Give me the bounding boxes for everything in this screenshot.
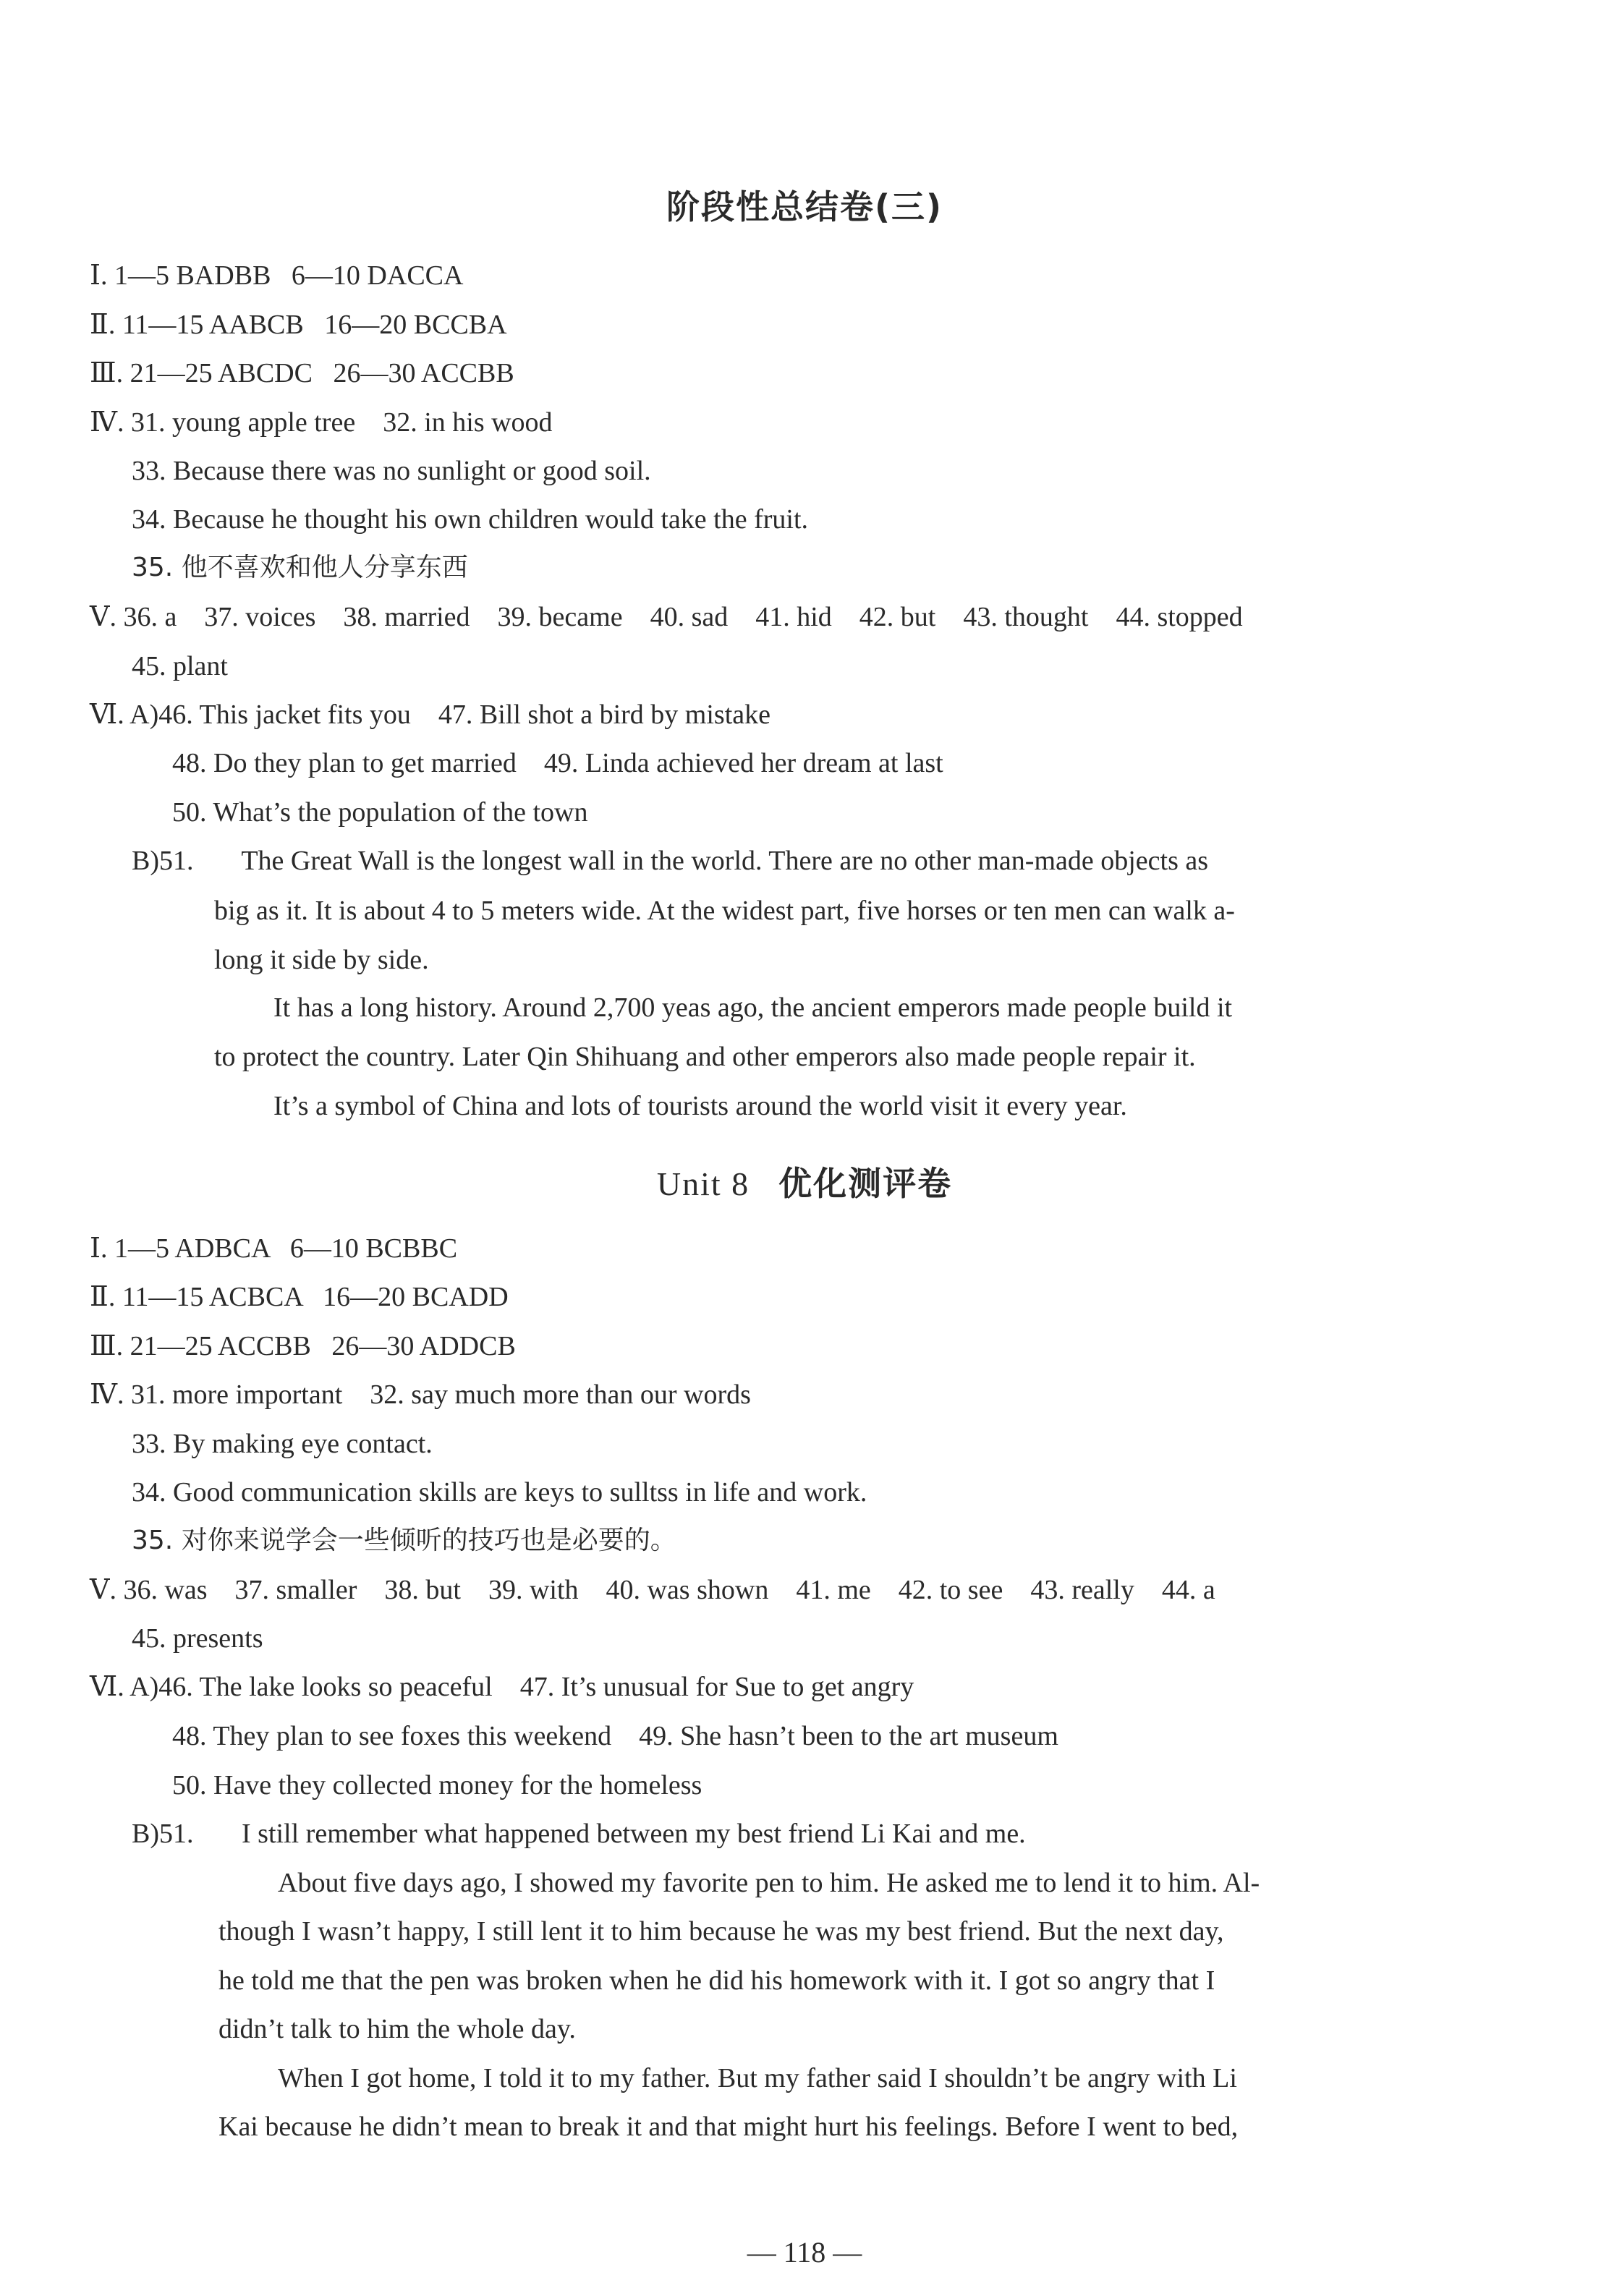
answer-line: Ⅰ. 1—5 ADBCA 6—10 BCBBC (90, 1233, 458, 1264)
essay-line: to protect the country. Later Qin Shihuang and other emperors also made people repair it. (214, 1042, 1196, 1072)
answer-line: 34. Because he thought his own children would take the fruit. (132, 504, 809, 535)
answer-line: 33. Because there was no sunlight or good soil. (132, 456, 651, 486)
answer-line: Ⅳ. 31. young apple tree 32. in his wood (90, 407, 553, 438)
answer-line: Ⅲ. 21—25 ABCDC 26—30 ACCBB (90, 358, 514, 388)
essay-line: big as it. It is about 4 to 5 meters wide. At the widest part, five horses or ten men can walk a- (214, 896, 1235, 926)
answer-line: 48. Do they plan to get married 49. Linda achieved her dream at last (172, 748, 943, 778)
unit-label: Unit 8 (656, 1165, 750, 1202)
page-number: — 118 — (747, 2236, 862, 2269)
essay-line: Kai because he didn’t mean to break it and that might hurt his feelings. Before I went to bed, (218, 2112, 1239, 2142)
answer-line: 35. 他不喜欢和他人分享东西 (132, 553, 468, 582)
answer-line: Ⅲ. 21—25 ACCBB 26—30 ADDCB (90, 1331, 516, 1361)
essay-line: he told me that the pen was broken when he did his homework with it. I got so angry that I (218, 1965, 1215, 1996)
section-title-stage-summary: 阶段性总结卷(三) (666, 187, 943, 226)
answer-line: Ⅱ. 11—15 ACBCA 16—20 BCADD (90, 1282, 509, 1312)
answer-line: 34. Good communication skills are keys to sulltss in life and work. (132, 1477, 867, 1508)
answer-line: 45. presents (132, 1623, 263, 1654)
answer-line: Ⅰ. 1—5 BADBB 6—10 DACCA (90, 260, 464, 291)
answer-line: Ⅱ. 11—15 AABCB 16—20 BCCBA (90, 310, 507, 340)
essay-line: About five days ago, I showed my favorite pen to him. He asked me to lend it to him. Al- (278, 1868, 1260, 1898)
answer-line: 33. By making eye contact. (132, 1429, 433, 1459)
answer-line: 48. They plan to see foxes this weekend 49. She hasn’t been to the art museum (172, 1721, 1058, 1751)
essay-line: didn’t talk to him the whole day. (218, 2014, 576, 2044)
answer-line: Ⅴ. 36. was 37. smaller 38. but 39. with 40. was shown 41. me 42. to see 43. really 44. a (90, 1575, 1215, 1605)
essay-line: It has a long history. Around 2,700 yeas ago, the ancient emperors made people build it (273, 992, 1233, 1023)
essay-line: It’s a symbol of China and lots of tourists around the world visit it every year. (273, 1091, 1127, 1121)
section-title-unit8 (0, 1157, 1609, 1205)
answer-line: Ⅳ. 31. more important 32. say much more than our words (90, 1379, 751, 1410)
essay-line: B)51. I still remember what happened between my best friend Li Kai and me. (132, 1819, 1026, 1849)
essay-line: though I wasn’t happy, I still lent it to him because he was my best friend. But the next day, (218, 1916, 1224, 1947)
answer-line: Ⅵ. A)46. This jacket fits you 47. Bill shot a bird by mistake (90, 700, 771, 730)
essay-line: B)51. The Great Wall is the longest wall in the world. There are no other man-made objects as (132, 846, 1209, 876)
answer-line: Ⅵ. A)46. The lake looks so peaceful 47. It’s unusual for Sue to get angry (90, 1672, 914, 1702)
unit-title-zh: 优化测评卷 (778, 1164, 953, 1203)
answer-line: Ⅴ. 36. a 37. voices 38. married 39. became 40. sad 41. hid 42. but 43. thought 44. stopped (90, 602, 1243, 632)
essay-line: When I got home, I told it to my father. But my father said I shouldn’t be angry with Li (278, 2063, 1237, 2093)
essay-line: long it side by side. (214, 945, 429, 975)
answer-line: 50. What’s the population of the town (172, 797, 588, 828)
answer-line: 35. 对你来说学会一些倾听的技巧也是必要的。 (132, 1526, 676, 1555)
answer-line: 50. Have they collected money for the homeless (172, 1770, 702, 1800)
answer-line: 45. plant (132, 651, 228, 681)
